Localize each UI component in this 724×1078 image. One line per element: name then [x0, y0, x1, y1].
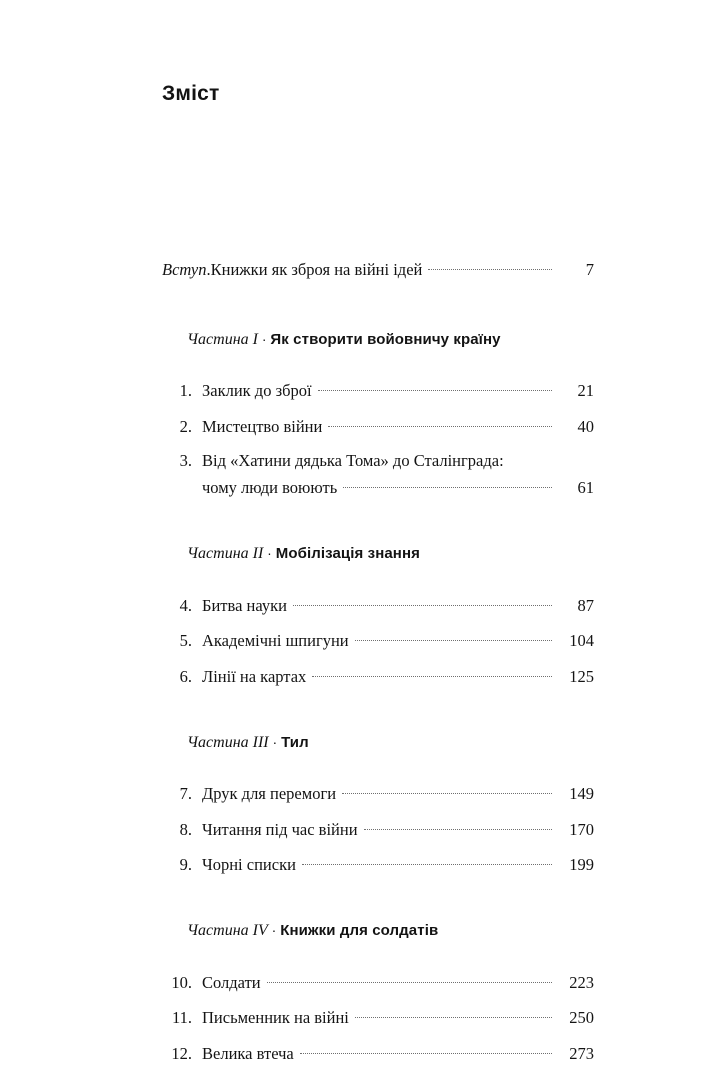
toc-chapter-row[interactable]: [162, 451, 594, 499]
chapter-title: Академічні шпигуни: [202, 631, 349, 650]
chapter-title: Друк для перемоги: [202, 784, 337, 803]
dot-leader: [355, 630, 552, 647]
dot-leader: [318, 380, 552, 397]
chapter-page-number: 250: [569, 1008, 594, 1027]
part-number: Частина II: [187, 545, 264, 562]
chapter-number: 11.: [171, 1008, 192, 1027]
dot-leader: [267, 971, 552, 988]
toc-chapter-row[interactable]: [162, 1042, 594, 1064]
chapter-number: 3.: [179, 450, 192, 470]
dot-leader: [364, 818, 552, 835]
toc-chapter-row[interactable]: [162, 380, 594, 402]
part-title: Мобілізація знання: [275, 545, 420, 562]
chapter-number: 4.: [179, 595, 192, 615]
chapter-page-number: 223: [569, 972, 594, 992]
chapter-title: Письменник на війні: [202, 1008, 349, 1027]
chapter-number: 7.: [179, 784, 192, 803]
part-heading-4: [162, 905, 594, 957]
chapter-page-number: 104: [569, 631, 594, 650]
dot-leader: [328, 415, 552, 432]
page-title: Зміст: [162, 82, 220, 105]
chapter-title: Лінії на картах: [202, 666, 307, 686]
chapter-page-number: 273: [569, 1043, 594, 1063]
toc-chapter-row[interactable]: [162, 783, 594, 805]
chapter-title: Заклик до зброї: [202, 381, 312, 400]
part-separator: ·: [268, 733, 282, 750]
chapter-page-number: 21: [577, 381, 594, 400]
chapter-number: 5.: [179, 631, 192, 650]
toc-intro-entry[interactable]: [162, 258, 594, 280]
toc-chapter-row[interactable]: [162, 630, 594, 652]
chapter-title: Від «Хатини дядька Тома» до Сталінграда:: [202, 450, 504, 470]
chapter-number: 1.: [179, 381, 192, 400]
intro-page-number: 7: [585, 259, 594, 279]
dot-leader: [300, 1042, 552, 1059]
chapter-number: 2.: [179, 416, 192, 436]
chapter-number: 8.: [179, 819, 192, 839]
chapter-page-number: 149: [569, 784, 594, 803]
chapter-title: Читання під час війни: [202, 819, 358, 839]
dot-leader: [428, 258, 552, 275]
toc-list: [162, 258, 594, 1078]
intro-label-separator: .: [206, 259, 211, 279]
part-separator: ·: [257, 330, 271, 347]
part-number: Частина I: [187, 330, 258, 348]
toc-chapter-row[interactable]: [162, 854, 594, 876]
part-separator: ·: [267, 922, 281, 938]
part-title: Книжки для солдатів: [280, 922, 439, 939]
part-title: Тил: [281, 733, 309, 751]
toc-chapter-row[interactable]: [162, 665, 594, 687]
chapter-title-line2: чому люди воюють: [202, 478, 338, 497]
part-number: Частина III: [187, 733, 269, 751]
chapter-page-number: 125: [569, 666, 594, 686]
part-heading-2: [162, 528, 594, 580]
part-title: Як створити войовничу країну: [270, 330, 501, 348]
chapter-page-number: 87: [577, 595, 594, 615]
chapter-number: 10.: [171, 972, 192, 992]
chapter-page-number: 199: [569, 855, 594, 874]
intro-title: Книжки як зброя на війні ідей: [210, 259, 423, 279]
dot-leader: [355, 1007, 552, 1024]
dot-leader: [312, 665, 552, 682]
chapter-title: Чорні списки: [202, 855, 296, 874]
toc-chapter-row[interactable]: [162, 818, 594, 840]
intro-label: Вступ: [162, 259, 207, 279]
part-separator: ·: [263, 545, 276, 561]
chapter-title: Мистецтво війни: [202, 416, 323, 436]
chapter-title: Велика втеча: [202, 1043, 294, 1063]
chapter-title: Солдати: [202, 972, 261, 992]
toc-chapter-row[interactable]: [162, 1007, 594, 1029]
dot-leader: [342, 783, 552, 800]
dot-leader: [302, 854, 552, 871]
chapter-page-number: 61: [577, 478, 594, 497]
dot-leader: [293, 594, 552, 611]
toc-chapter-row[interactable]: [162, 971, 594, 993]
part-heading-1: [162, 314, 594, 366]
dot-leader: [343, 477, 552, 494]
chapter-page-number: 170: [569, 819, 594, 839]
chapter-number: 6.: [179, 666, 192, 686]
chapter-number: 9.: [179, 855, 192, 874]
toc-chapter-row[interactable]: [162, 594, 594, 616]
part-number: Частина IV: [187, 922, 268, 939]
chapter-page-number: 40: [577, 416, 594, 436]
chapter-number: 12.: [171, 1043, 192, 1063]
part-heading-3: [162, 717, 594, 769]
chapter-title: Битва науки: [202, 595, 287, 615]
toc-chapter-row[interactable]: [162, 415, 594, 437]
